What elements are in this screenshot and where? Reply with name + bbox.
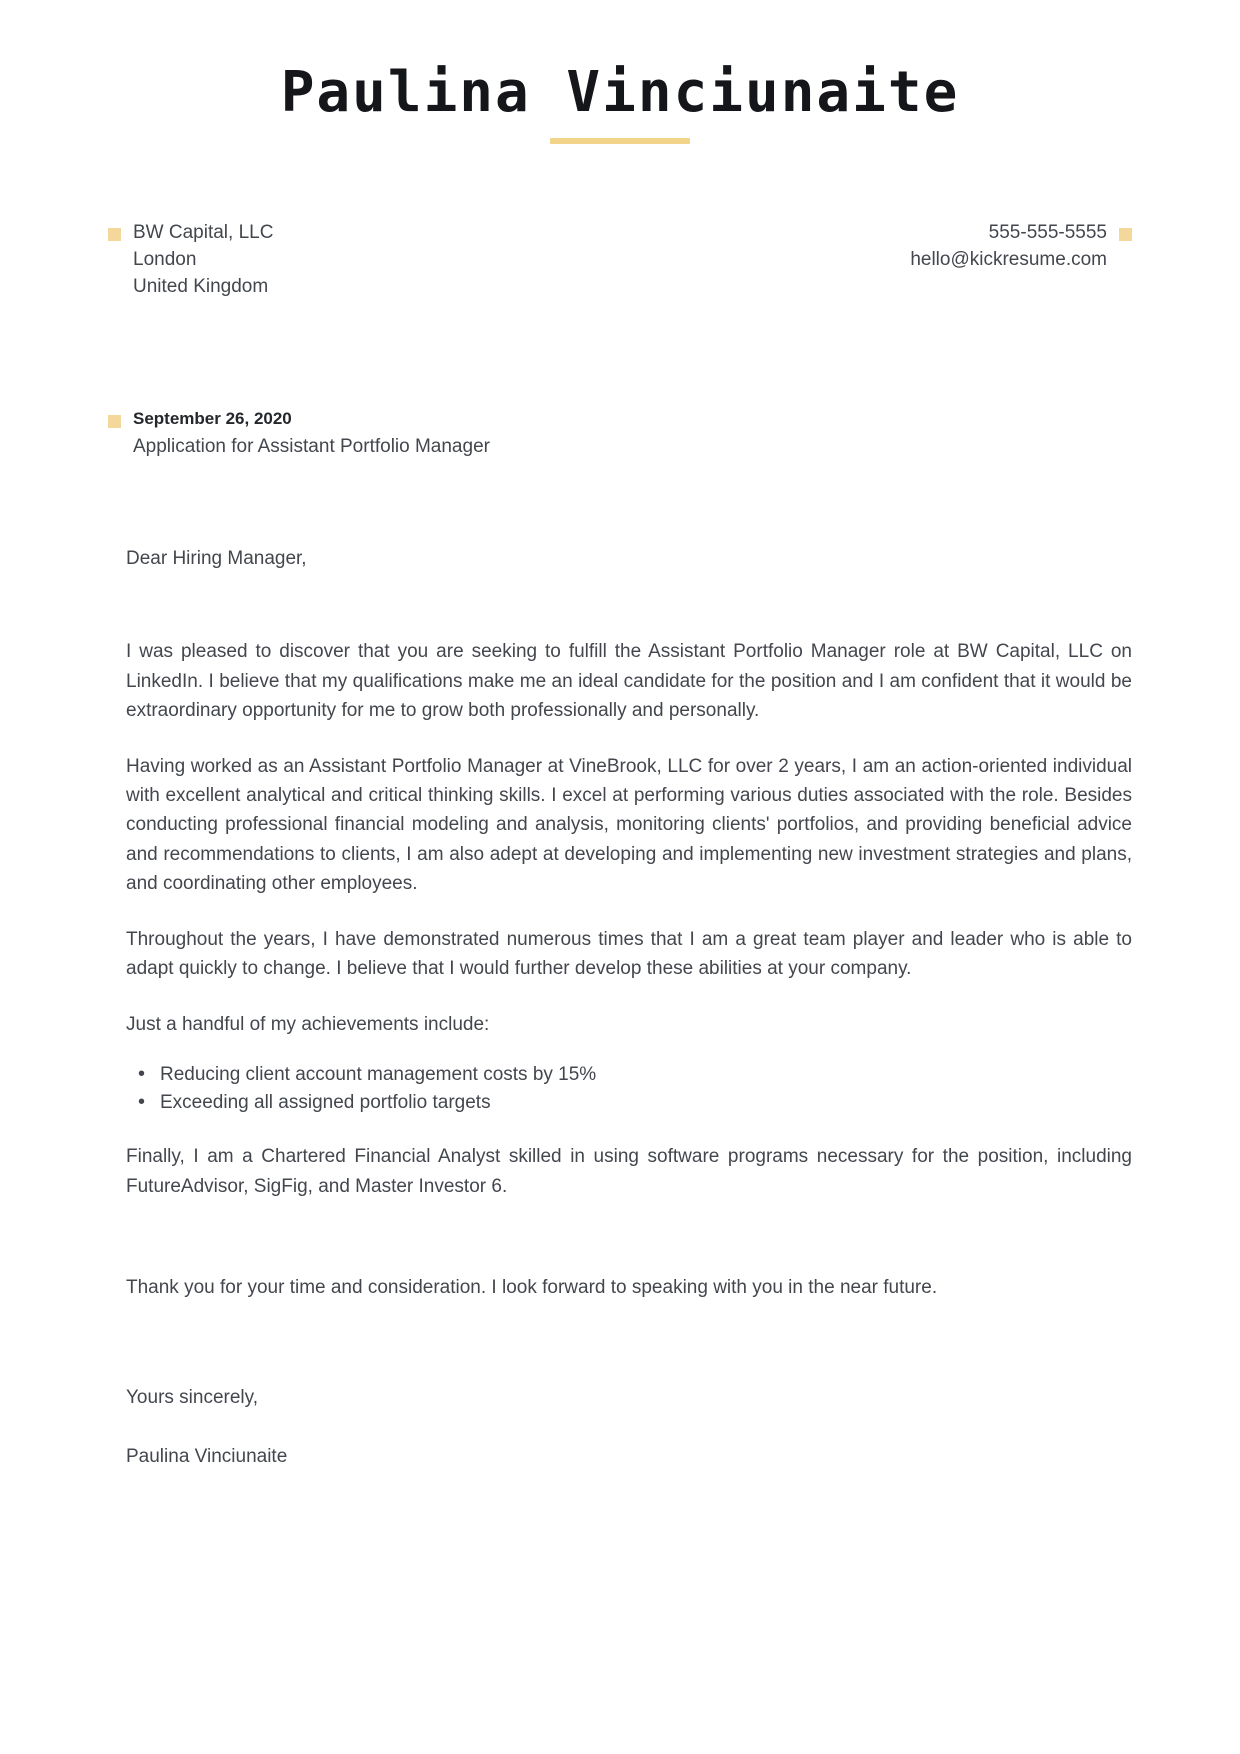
letter-subject: Application for Assistant Portfolio Manager bbox=[133, 436, 490, 458]
achievements-intro: Just a handful of my achievements include: bbox=[126, 1013, 490, 1035]
list-item: • Reducing client account management costs by 15% bbox=[160, 1061, 1132, 1089]
sender-phone[interactable]: 555-555-5555 bbox=[988, 221, 1107, 243]
page-title: Paulina Vinciunaite bbox=[280, 60, 960, 125]
recipient-company: BW Capital, LLC bbox=[133, 221, 274, 243]
sender-contact-lines bbox=[910, 220, 1107, 274]
achievements-list bbox=[126, 1061, 1132, 1116]
contact-row bbox=[0, 220, 1240, 301]
body-paragraph-3: Throughout the years, I have demonstrated numerous times that I am a great team player and leader who is able to adapt quickly to change. I believe that I would further develop these abilities at your company. bbox=[126, 928, 1132, 980]
recipient-country: United Kingdom bbox=[133, 275, 269, 297]
list-item: • Exceeding all assigned portfolio targets bbox=[160, 1089, 1132, 1117]
square-marker-icon bbox=[1119, 228, 1132, 241]
letter-date: September 26, 2020 bbox=[133, 408, 292, 428]
square-marker-icon bbox=[108, 228, 121, 241]
body-paragraph-2: Having worked as an Assistant Portfolio Manager at VineBrook, LLC for over 2 years, I am an action-oriented individual with excellent analytical and critical thinking skills. I excel at performing various duties associated with the role. Besides conducting professional financial modeling and analysis, monitoring clients' portfolios, and providing beneficial advice and recommendations to clients, I am also adept at developing and implementing new investment strategies and plans, and coordinating other employees. bbox=[126, 755, 1132, 895]
date-subject-block bbox=[0, 407, 1240, 461]
sender-email[interactable]: hello@kickresume.com bbox=[910, 248, 1107, 270]
recipient-city: London bbox=[133, 248, 197, 270]
body-paragraph-1: I was pleased to discover that you are seeking to fulfill the Assistant Portfolio Manager role at BW Capital, LLC on LinkedIn. I believe that my qualifications make me an ideal candidate for the position and I am confident that it would be extraordinary opportunity for me to grow both professionally and personally. bbox=[126, 641, 1132, 722]
recipient-block bbox=[108, 220, 273, 301]
body-paragraph-4: Finally, I am a Chartered Financial Analyst skilled in using software programs necessary for the position, including FutureAdvisor, SigFig, and Master Investor 6. bbox=[126, 1146, 1132, 1197]
signoff: Yours sincerely, bbox=[126, 1387, 259, 1409]
salutation: Dear Hiring Manager, bbox=[126, 547, 307, 569]
date-subject-lines bbox=[133, 407, 490, 461]
sender-contact-block bbox=[910, 220, 1132, 274]
closing-paragraph: Thank you for your time and consideration. I look forward to speaking with you in the near future. bbox=[126, 1276, 938, 1298]
letter-body bbox=[0, 545, 1240, 1472]
recipient-lines bbox=[133, 220, 273, 301]
title-underline-accent bbox=[550, 138, 690, 144]
square-marker-icon bbox=[108, 415, 121, 428]
letter-header bbox=[0, 0, 1240, 144]
signature-name: Paulina Vinciunaite bbox=[126, 1445, 288, 1467]
